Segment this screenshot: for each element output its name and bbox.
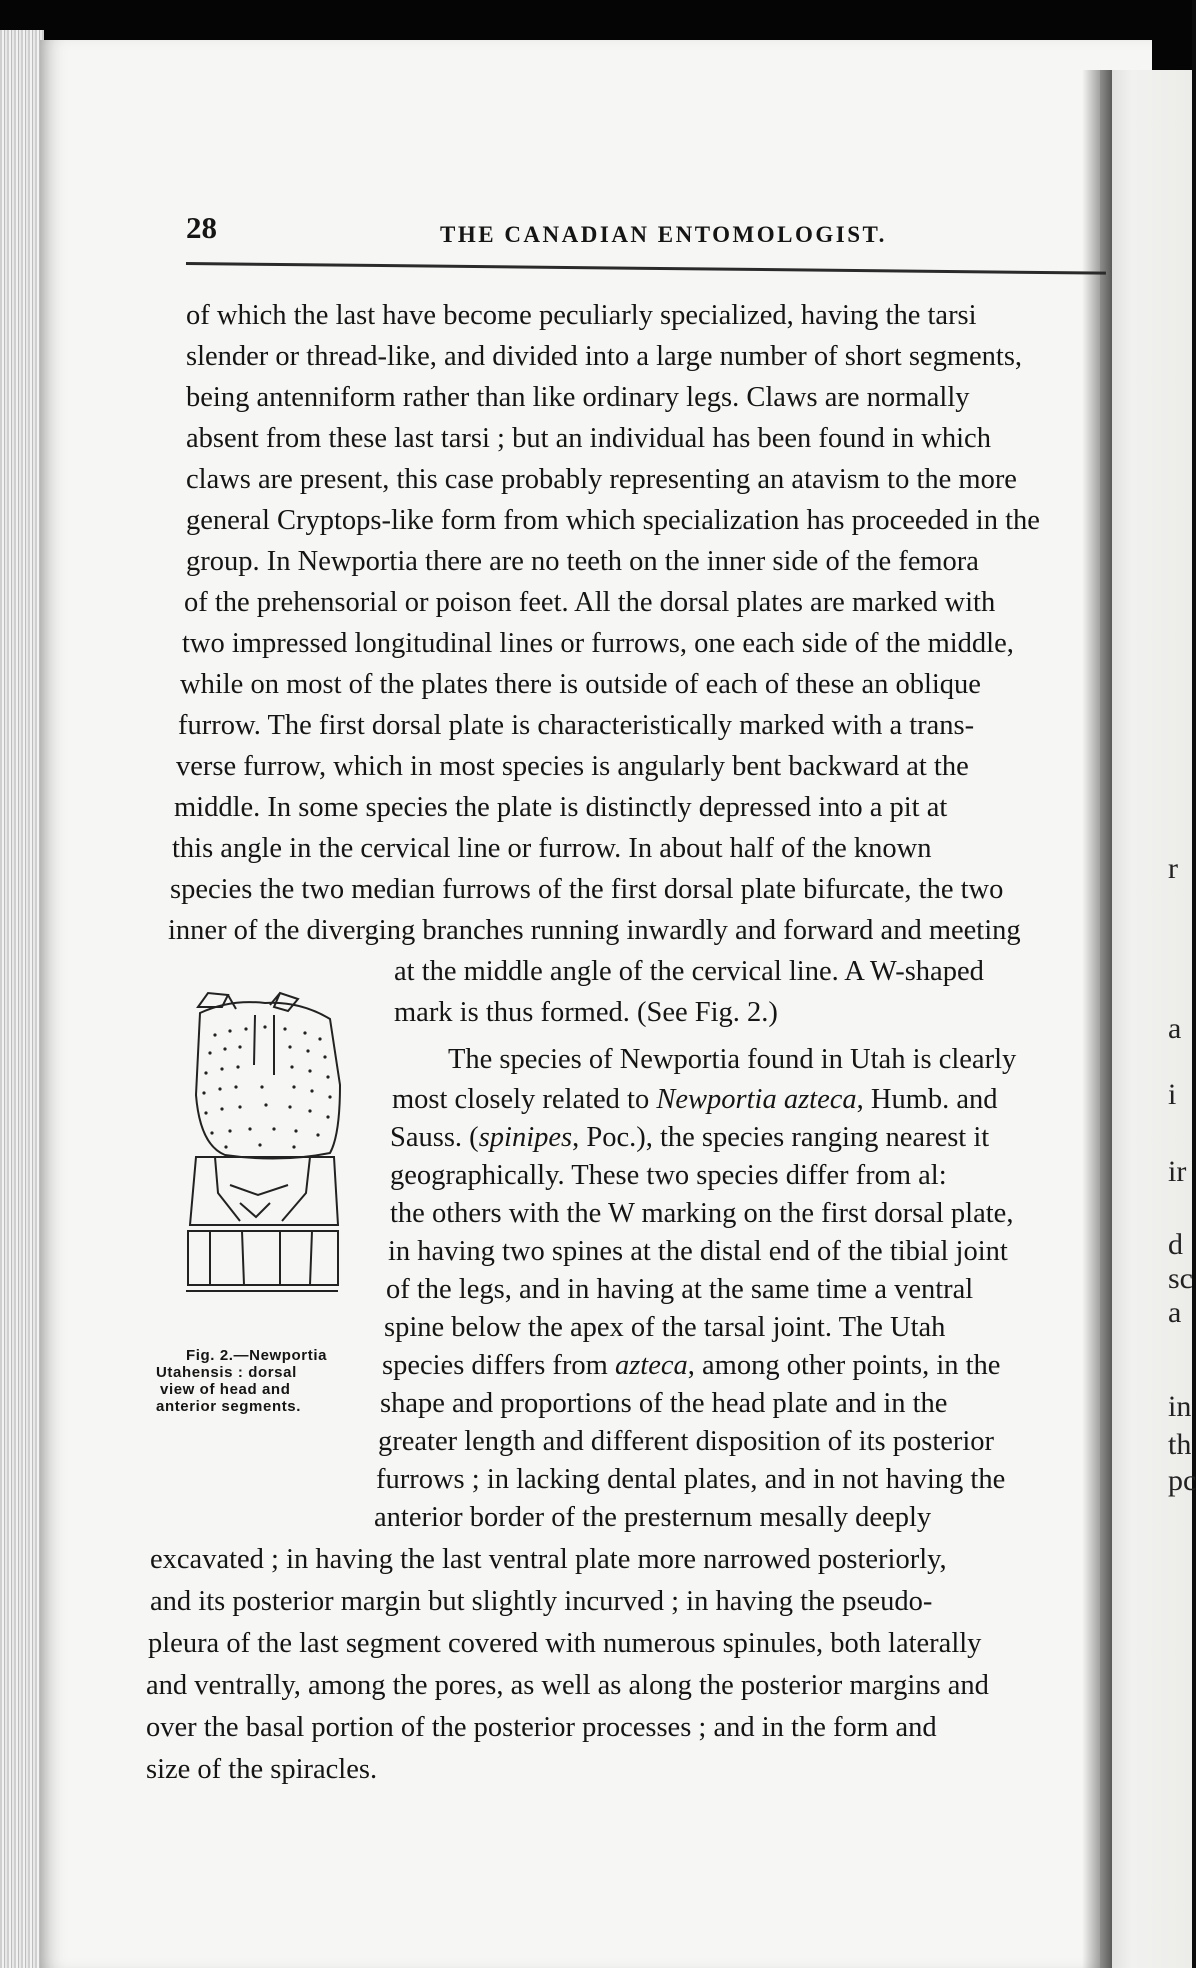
text-line [382, 1352, 1000, 1381]
text-line: being antenniform rather than like ordinary legs. Claws are normally [186, 382, 970, 413]
text-line: size of the spiracles. [146, 1754, 378, 1785]
text-line: in having two spines at the distal end of the tibial joint [388, 1236, 1008, 1267]
text-line: claws are present, this case probably representing an atavism to the more [186, 464, 1017, 495]
text-line: and ventrally, among the pores, as well as along the posterior margins and [146, 1670, 989, 1701]
text-line: of which the last have become peculiarly specialized, having the tarsi [186, 300, 977, 331]
text-line: verse furrow, which in most species is angularly bent backward at the [176, 751, 969, 782]
facing-page-fragment: th [1168, 1428, 1192, 1461]
text-line: furrows ; in lacking dental plates, and in not having the [376, 1464, 1006, 1495]
text-line: slender or thread-like, and divided into a large number of short segments, [186, 341, 1023, 372]
text-line: the others with the W marking on the first dorsal plate, [390, 1198, 1014, 1229]
text-line: species the two median furrows of the first dorsal plate bifurcate, the two [170, 874, 1004, 905]
facing-page-fragment: a [1168, 1296, 1182, 1329]
text-run: , Humb. and [856, 1084, 998, 1115]
text-line: at the middle angle of the cervical line. A W-shaped [394, 956, 984, 987]
text-line: anterior border of the presternum mesally deeply [374, 1502, 932, 1533]
facing-page-fragment: sc [1168, 1262, 1193, 1295]
text-line: group. In Newportia there are no teeth on the inner side of the femora [186, 546, 979, 577]
facing-page-fragment: d [1168, 1228, 1183, 1261]
text-line: of the prehensorial or poison feet. All the dorsal plates are marked with [184, 587, 996, 618]
text-line: pleura of the last segment covered with numerous spinules, both laterally [148, 1628, 982, 1659]
text-run: Sauss. ( [390, 1122, 479, 1153]
facing-page-fragment: i [1168, 1078, 1177, 1111]
text-line: absent from these last tarsi ; but an individual has been found in which [186, 423, 991, 454]
text-line: spine below the apex of the tarsal joint. The Utah [384, 1312, 946, 1343]
facing-page-fragment: pc [1168, 1464, 1196, 1497]
caption-line: view of head and [160, 1381, 291, 1398]
text-line: and its posterior margin but slightly incurved ; in having the pseudo- [150, 1586, 933, 1617]
running-head: THE CANADIAN ENTOMOLOGIST. [440, 222, 887, 247]
caption-line: Fig. 2.—Newportia [186, 1347, 328, 1364]
text-run: , Poc.), the species ranging nearest it [572, 1122, 990, 1153]
book-gutter [1082, 70, 1112, 1968]
book-page-edges [0, 30, 44, 1968]
text-line [392, 1086, 998, 1115]
facing-page-fragment: in [1168, 1390, 1192, 1423]
text-line: geographically. These two species differ from al: [390, 1160, 947, 1191]
text-line: inner of the diverging branches running inwardly and forward and meeting [168, 915, 1021, 946]
text-line: mark is thus formed. (See Fig. 2.) [394, 997, 778, 1028]
facing-page-fragment: a [1168, 1012, 1182, 1045]
text-line: of the legs, and in having at the same time a ventral [386, 1274, 974, 1305]
text-line: furrow. The first dorsal plate is characteristically marked with a trans- [178, 710, 975, 741]
text-run: species differs from [382, 1350, 615, 1381]
text-line: shape and proportions of the head plate and in the [380, 1388, 948, 1419]
facing-page-fragment: ir [1168, 1155, 1187, 1188]
text-line: this angle in the cervical line or furrow. In about half of the known [172, 833, 932, 864]
species-name: azteca [614, 1350, 688, 1381]
species-name: spinipes [478, 1122, 573, 1153]
text-line: The species of Newportia found in Utah is clearly [448, 1044, 1017, 1075]
caption-line: anterior segments. [156, 1398, 302, 1415]
text-line: two impressed longitudinal lines or furrows, one each side of the middle, [182, 628, 1014, 659]
facing-page-fragment: r [1168, 852, 1178, 885]
text-line [390, 1124, 989, 1153]
text-run: , among other points, in the [687, 1350, 1001, 1381]
newportia-figure [170, 985, 355, 1350]
text-line: while on most of the plates there is outside of each of these an oblique [180, 669, 981, 700]
text-run: most closely related to [392, 1084, 657, 1115]
caption-line: Utahensis : dorsal [156, 1364, 297, 1381]
text-line: general Cryptops-like form from which specialization has proceeded in the [186, 505, 1040, 536]
text-line: excavated ; in having the last ventral plate more narrowed posteriorly, [150, 1544, 947, 1575]
text-line: greater length and different disposition of its posterior [378, 1426, 995, 1457]
page-number: 28 [186, 210, 217, 245]
text-line: over the basal portion of the posterior processes ; and in the form and [146, 1712, 937, 1743]
text-line: middle. In some species the plate is distinctly depressed into a pit at [174, 792, 948, 823]
species-name: Newportia azteca [656, 1084, 857, 1115]
